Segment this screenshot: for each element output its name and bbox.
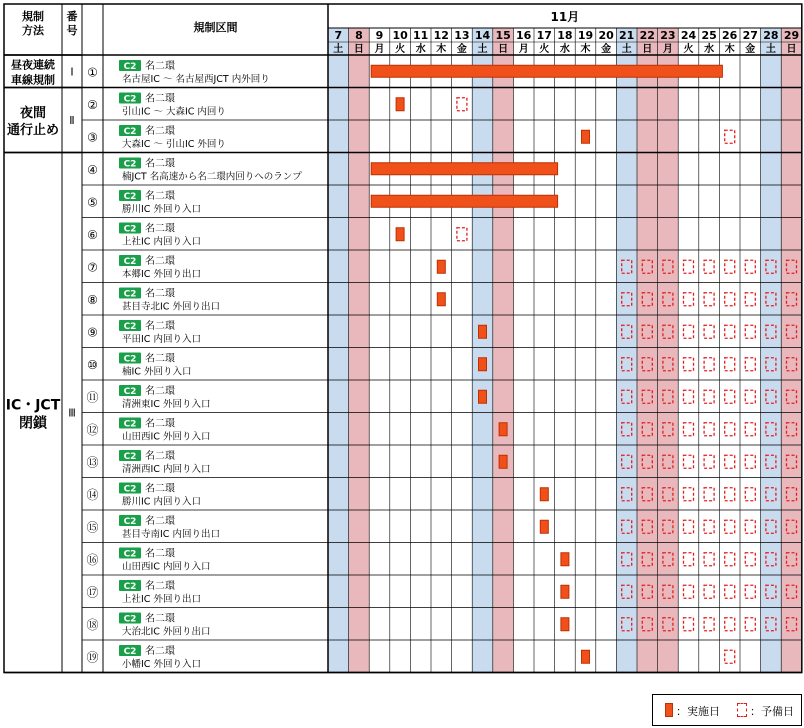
day-number: 19 xyxy=(577,29,594,42)
day-column-sat xyxy=(761,28,782,673)
method-label: 通行止め xyxy=(6,123,60,138)
row-number: ② xyxy=(87,97,98,112)
row-number: ⑦ xyxy=(87,260,98,275)
spare-day-mark xyxy=(725,130,735,143)
spare-day-mark xyxy=(704,455,714,468)
spare-day-mark xyxy=(725,488,735,501)
section-desc: 引山IC ～ 大森IC 内回り xyxy=(122,106,226,118)
road-name: 名二環 xyxy=(145,126,175,137)
route-badge-label: C2 xyxy=(123,419,137,430)
day-weekday: 土 xyxy=(477,44,488,55)
day-weekday: 火 xyxy=(395,44,406,55)
section-desc: 清洲東IC 外回り入口 xyxy=(122,399,211,410)
spare-day-mark xyxy=(745,553,755,566)
day-number: 13 xyxy=(454,29,470,42)
day-number: 29 xyxy=(783,29,800,42)
work-day-mark xyxy=(561,553,569,566)
spare-day-mark xyxy=(725,325,735,338)
route-badge-label: C2 xyxy=(123,614,137,625)
day-number: 25 xyxy=(701,29,717,42)
method-roman: Ⅰ xyxy=(70,65,74,79)
route-badge-label: C2 xyxy=(123,94,137,105)
road-name: 名二環 xyxy=(145,191,175,202)
legend-work-label: ：実施日 xyxy=(676,705,720,718)
day-number: 23 xyxy=(660,29,676,42)
road-name: 名二環 xyxy=(145,223,175,235)
spare-day-mark xyxy=(684,293,694,306)
spare-day-mark xyxy=(725,650,735,663)
day-weekday: 火 xyxy=(683,44,694,55)
work-day-mark xyxy=(479,358,487,371)
spare-day-mark xyxy=(704,325,714,338)
method-label: 車線規制 xyxy=(11,73,55,87)
section-desc: 甚目寺北IC 外回り出口 xyxy=(122,301,220,313)
day-number: 11 xyxy=(413,29,429,42)
legend-spare-label: ：予備日 xyxy=(750,705,794,718)
method-label: 閉鎖 xyxy=(19,415,47,432)
day-weekday: 木 xyxy=(580,44,591,55)
day-weekday: 日 xyxy=(498,44,509,55)
spare-day-mark xyxy=(725,390,735,403)
day-weekday: 日 xyxy=(353,44,364,55)
road-name: 名二環 xyxy=(145,256,175,267)
method-label: IC・JCT xyxy=(5,397,61,414)
spare-day-mark xyxy=(725,618,735,631)
day-weekday: 土 xyxy=(621,44,632,55)
day-weekday: 金 xyxy=(601,44,612,55)
section-desc: 平田IC 内回り入口 xyxy=(122,334,201,345)
day-weekday: 木 xyxy=(436,44,447,55)
section-desc: 大治北IC 外回り出口 xyxy=(122,626,211,638)
day-weekday: 金 xyxy=(456,44,467,55)
work-day-mark xyxy=(479,325,487,338)
header-month: 11月 xyxy=(550,10,580,24)
method-label: 昼夜連続 xyxy=(11,58,55,72)
spare-day-mark xyxy=(725,553,735,566)
route-badge-label: C2 xyxy=(123,387,137,397)
section-desc: 山田西IC 外回り入口 xyxy=(122,431,211,443)
road-name: 名二環 xyxy=(145,418,175,430)
work-day-mark xyxy=(437,293,445,306)
road-name: 名二環 xyxy=(145,646,175,657)
day-number: 12 xyxy=(433,29,449,42)
row-number: ⑭ xyxy=(86,487,99,502)
spare-day-mark xyxy=(704,390,714,403)
route-badge-label: C2 xyxy=(123,192,137,202)
route-badge-label: C2 xyxy=(123,582,137,592)
spare-day-mark xyxy=(684,585,694,598)
day-number: 10 xyxy=(392,29,408,42)
section-desc: 楠JCT 名高速から名二環内回りへのランプ xyxy=(122,171,302,183)
spare-day-mark xyxy=(725,423,735,436)
spare-day-mark xyxy=(684,618,694,631)
day-number: 27 xyxy=(742,29,758,42)
day-column-sun xyxy=(637,28,658,673)
road-name: 名二環 xyxy=(145,613,175,625)
row-number: ④ xyxy=(87,162,98,177)
spare-day-mark xyxy=(684,423,694,436)
day-column-sun xyxy=(658,28,679,673)
section-desc: 勝川IC 外回り入口 xyxy=(122,204,201,215)
row-number: ⑧ xyxy=(87,292,98,307)
day-number: 21 xyxy=(619,29,635,42)
day-number: 22 xyxy=(639,29,655,42)
spare-day-swatch xyxy=(737,703,747,717)
route-badge-label: C2 xyxy=(123,257,137,267)
day-weekday: 水 xyxy=(559,44,570,55)
day-number: 14 xyxy=(474,29,491,42)
section-desc: 勝川IC 内回り入口 xyxy=(122,496,201,508)
row-number: ⑬ xyxy=(86,455,99,470)
route-badge-label: C2 xyxy=(123,322,137,332)
day-weekday: 土 xyxy=(765,44,776,55)
work-day-mark xyxy=(540,520,548,533)
spare-day-mark xyxy=(725,585,735,598)
spare-day-mark xyxy=(745,358,755,371)
closure-bar xyxy=(371,195,557,207)
work-day-mark xyxy=(479,390,487,403)
work-day-mark xyxy=(561,585,569,598)
day-weekday: 水 xyxy=(415,44,426,55)
section-desc: 甚目寺南IC 内回り出口 xyxy=(122,529,220,540)
section-desc: 清洲西IC 内回り入口 xyxy=(122,464,211,475)
route-badge-label: C2 xyxy=(123,159,137,170)
method-roman: Ⅲ xyxy=(68,406,76,420)
day-weekday: 月 xyxy=(662,44,673,55)
row-number: ⑪ xyxy=(86,390,99,405)
spare-day-mark xyxy=(745,520,755,533)
header-method: 規制 xyxy=(22,10,44,23)
spare-day-mark xyxy=(704,358,714,371)
day-weekday: 日 xyxy=(642,44,653,55)
closure-bar xyxy=(371,65,722,77)
day-weekday: 火 xyxy=(539,44,550,55)
spare-day-mark xyxy=(684,260,694,273)
route-badge-label: C2 xyxy=(123,62,137,72)
row-number: ⑥ xyxy=(87,227,98,242)
route-badge-label: C2 xyxy=(123,484,137,495)
route-badge-label: C2 xyxy=(123,354,137,365)
row-number: ⑯ xyxy=(86,552,99,567)
row-number: ⑮ xyxy=(86,520,99,535)
legend xyxy=(652,694,802,726)
day-number: 20 xyxy=(598,29,614,42)
spare-day-mark xyxy=(725,358,735,371)
section-desc: 大森IC ～ 引山IC 外回り xyxy=(122,139,226,150)
route-badge-label: C2 xyxy=(123,127,137,137)
day-number: 16 xyxy=(516,29,532,42)
road-name: 名二環 xyxy=(145,581,175,592)
day-column-sat xyxy=(616,28,637,673)
row-number: ⑱ xyxy=(86,617,99,632)
day-number: 15 xyxy=(495,29,511,42)
spare-day-mark xyxy=(725,260,735,273)
spare-day-mark xyxy=(684,488,694,501)
method-label: 夜間 xyxy=(19,106,47,121)
spare-day-mark xyxy=(704,553,714,566)
header-number: 番 xyxy=(66,10,78,23)
day-number: 8 xyxy=(355,29,363,42)
day-number: 9 xyxy=(375,29,384,42)
spare-day-mark xyxy=(704,423,714,436)
day-number: 7 xyxy=(334,29,343,42)
section-desc: 本郷IC 外回り出口 xyxy=(122,269,201,280)
header-number-2: 号 xyxy=(66,24,78,37)
day-number: 28 xyxy=(763,29,779,42)
spare-day-mark xyxy=(704,488,714,501)
road-name: 名二環 xyxy=(145,93,175,105)
work-day-mark xyxy=(540,488,548,501)
spare-day-mark xyxy=(704,260,714,273)
work-day-mark xyxy=(437,260,445,273)
spare-day-mark xyxy=(457,98,467,111)
row-number: ① xyxy=(87,65,98,80)
closure-bar xyxy=(371,163,557,175)
road-name: 名二環 xyxy=(145,548,175,560)
section-desc: 上社IC 内回り入口 xyxy=(122,236,201,248)
spare-day-mark xyxy=(684,520,694,533)
route-badge-label: C2 xyxy=(123,647,137,657)
work-day-mark xyxy=(396,98,404,111)
work-day-mark xyxy=(396,228,404,241)
spare-day-mark xyxy=(457,228,467,241)
spare-day-mark xyxy=(725,455,735,468)
work-day-mark xyxy=(582,130,590,143)
spare-day-mark xyxy=(745,488,755,501)
road-name: 名二環 xyxy=(145,158,175,170)
route-badge-label: C2 xyxy=(123,289,137,300)
method-roman: Ⅱ xyxy=(69,114,75,127)
spare-day-mark xyxy=(704,293,714,306)
spare-day-mark xyxy=(725,520,735,533)
day-weekday: 月 xyxy=(374,44,385,55)
work-day-mark xyxy=(499,423,507,436)
work-day-mark xyxy=(561,618,569,631)
spare-day-mark xyxy=(745,260,755,273)
spare-day-mark xyxy=(684,553,694,566)
spare-day-mark xyxy=(684,325,694,338)
spare-day-mark xyxy=(725,293,735,306)
day-number: 18 xyxy=(557,29,573,42)
row-number: ⑲ xyxy=(86,650,99,665)
row-number: ⑩ xyxy=(87,357,98,372)
spare-day-mark xyxy=(745,390,755,403)
road-name: 名二環 xyxy=(145,321,175,332)
road-name: 名二環 xyxy=(145,386,175,397)
spare-day-mark xyxy=(704,520,714,533)
road-name: 名二環 xyxy=(145,353,175,365)
day-column-sat xyxy=(328,28,349,673)
section-desc: 山田西IC 内回り入口 xyxy=(122,561,211,573)
road-name: 名二環 xyxy=(145,451,175,462)
spare-day-mark xyxy=(704,618,714,631)
section-desc: 名古屋IC ～ 名古屋西JCT 内外回り xyxy=(122,74,270,85)
day-column-sat xyxy=(472,28,493,673)
day-weekday: 月 xyxy=(518,44,529,55)
route-badge-label: C2 xyxy=(123,224,137,235)
day-weekday: 土 xyxy=(333,44,344,55)
spare-day-mark xyxy=(745,455,755,468)
day-number: 24 xyxy=(680,29,697,42)
work-day-mark xyxy=(499,455,507,468)
spare-day-mark xyxy=(745,585,755,598)
road-name: 名二環 xyxy=(145,61,175,72)
work-day-mark xyxy=(582,650,590,663)
day-number: 26 xyxy=(722,29,738,42)
day-weekday: 日 xyxy=(786,44,797,55)
spare-day-mark xyxy=(684,390,694,403)
road-name: 名二環 xyxy=(145,483,175,495)
spare-day-mark xyxy=(745,423,755,436)
day-weekday: 金 xyxy=(745,44,756,55)
road-name: 名二環 xyxy=(145,288,175,300)
spare-day-mark xyxy=(704,585,714,598)
row-number: ③ xyxy=(87,130,98,145)
spare-day-mark xyxy=(745,293,755,306)
day-weekday: 木 xyxy=(724,44,735,55)
row-number: ⑤ xyxy=(87,195,98,210)
route-badge-label: C2 xyxy=(123,452,137,462)
route-badge-label: C2 xyxy=(123,549,137,560)
spare-day-mark xyxy=(684,358,694,371)
route-badge-label: C2 xyxy=(123,517,137,527)
work-day-swatch xyxy=(665,703,673,717)
day-weekday: 水 xyxy=(704,44,715,55)
section-desc: 上社IC 外回り出口 xyxy=(122,594,201,605)
header-method-2: 方法 xyxy=(22,24,44,37)
day-column-sun xyxy=(493,28,514,673)
day-column-sun xyxy=(781,28,802,673)
spare-day-mark xyxy=(745,618,755,631)
road-name: 名二環 xyxy=(145,516,175,527)
row-number: ⑫ xyxy=(86,422,99,437)
section-desc: 小幡IC 外回り入口 xyxy=(122,659,201,670)
row-number: ⑨ xyxy=(87,325,98,340)
section-desc: 楠IC 外回り入口 xyxy=(122,366,192,378)
spare-day-mark xyxy=(745,325,755,338)
spare-day-mark xyxy=(684,455,694,468)
day-number: 17 xyxy=(536,29,552,42)
day-column-sun xyxy=(349,28,370,673)
row-number: ⑰ xyxy=(86,585,99,600)
header-section: 規制区間 xyxy=(193,21,238,34)
